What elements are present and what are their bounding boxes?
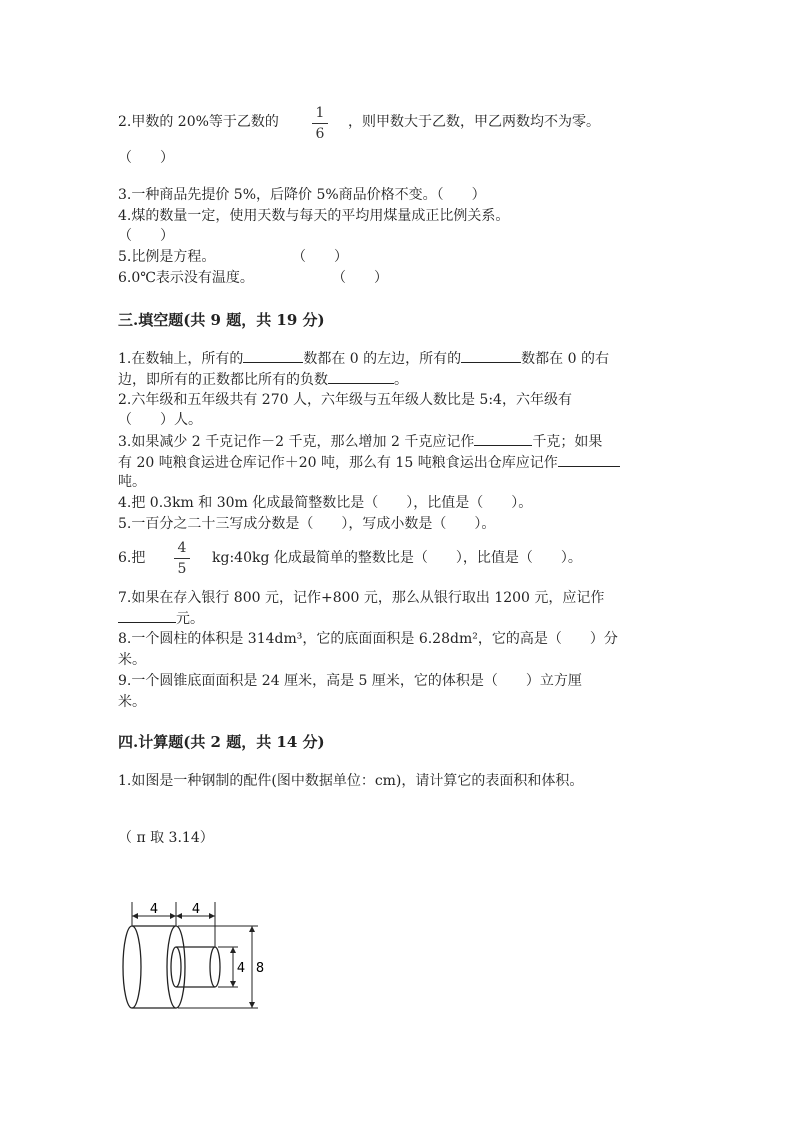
judge-q2-text-a: 2.甲数的 20%等于乙数的 <box>118 114 279 130</box>
fill-q3-line3: 吨。 <box>118 474 146 490</box>
fill-q1-text-e: 。 <box>394 372 408 388</box>
fill-q9-line2: 米。 <box>118 694 146 710</box>
fill-q3-blank-2[interactable] <box>558 452 620 467</box>
fill-q8-line2: 米。 <box>118 652 146 668</box>
steel-part-figure <box>118 896 268 1016</box>
fraction-bar <box>174 558 190 559</box>
fill-q2-line1: 2.六年级和五年级共有 270 人，六年级与五年级人数比是 5:4，六年级有 <box>118 392 572 408</box>
dim-label-top-left: 4 <box>149 902 159 917</box>
fill-q1-text-b: 数都在 0 的左边，所有的 <box>303 351 462 367</box>
judge-q2-text-b: ，则甲数大于乙数，甲乙两数均不为零。 <box>348 114 600 130</box>
fill-q6-fraction <box>174 539 190 578</box>
fill-q4: 4.把 0.3km 和 30m 化成最简整数比是（ ），比值是（ ）。 <box>118 495 533 511</box>
judge-q3: 3.一种商品先提价 5%，后降价 5%商品价格不变。（ ） <box>118 187 486 203</box>
judge-q6: 6.0℃表示没有温度。 <box>118 270 254 286</box>
fill-q1-text-a: 1.在数轴上，所有的 <box>118 351 244 367</box>
fraction-numerator: 1 <box>315 105 325 121</box>
fill-q9-line1: 9.一个圆锥底面面积是 24 厘米，高是 5 厘米，它的体积是（ ）立方厘 <box>118 673 582 689</box>
fill-q3-text-a: 3.如果减少 2 千克记作－2 千克，那么增加 2 千克应记作 <box>118 434 475 450</box>
fill-q6-text-b: kg:40kg 化成最简单的整数比是（ ），比值是（ ）。 <box>212 550 582 566</box>
calc-section-title: 四.计算题(共 2 题，共 14 分) <box>118 733 325 751</box>
fill-q2-line2[interactable]: （ ）人。 <box>118 412 202 428</box>
fill-q3-line1 <box>118 431 602 452</box>
calc-pi-note: （ π 取 3.14） <box>118 830 214 846</box>
judge-q2 <box>118 112 279 132</box>
fill-q1-text-d: 边，即所有的正数都比所有的负数 <box>118 372 328 388</box>
fill-q3-text-l2: 有 20 吨粮食运进仓库记作＋20 吨，那么有 15 吨粮食运出仓库应记作 <box>118 455 558 471</box>
judge-q6-answer-paren[interactable]: （ ） <box>332 270 388 286</box>
judge-q4: 4.煤的数量一定，使用天数与每天的平均用煤量成正比例关系。 <box>118 208 510 224</box>
judge-q2-answer-paren[interactable]: （ ） <box>118 150 174 166</box>
judge-q5-answer-paren[interactable]: （ ） <box>292 249 348 265</box>
fill-q3-blank-1[interactable] <box>474 431 532 446</box>
fill-q7-blank[interactable] <box>118 608 176 623</box>
fill-q8-line1: 8.一个圆柱的体积是 314dm³，它的底面面积是 6.28dm²，它的高是（ ）分 <box>118 631 618 647</box>
fill-q7-line1: 7.如果在存入银行 800 元，记作+800 元，那么从银行取出 1200 元，应记作 <box>118 590 605 606</box>
fraction-bar <box>312 123 328 124</box>
fill-q3-text-b: 千克；如果 <box>532 434 603 450</box>
fill-q1-line1 <box>118 348 609 369</box>
fraction-denominator: 6 <box>315 126 325 142</box>
fill-q1-line2 <box>118 369 408 390</box>
calc-q1: 1.如图是一种钢制的配件(图中数据单位：cm)，请计算它的表面积和体积。 <box>118 773 584 789</box>
dim-label-inner: 4 <box>236 961 246 976</box>
fill-q1-blank-3[interactable] <box>328 369 394 384</box>
fill-q1-blank-1[interactable] <box>243 348 303 363</box>
fraction-numerator: 4 <box>177 540 187 556</box>
judge-q4-answer-paren[interactable]: （ ） <box>118 228 174 244</box>
fill-q7-line2 <box>118 608 204 629</box>
fill-q7-text-l2: 元。 <box>176 611 204 627</box>
fill-q1-text-c: 数都在 0 的右 <box>521 351 609 367</box>
fill-q5: 5.一百分之二十三写成分数是（ ），写成小数是（ ）。 <box>118 516 496 532</box>
judge-q2-fraction <box>312 104 328 143</box>
fill-q1-blank-2[interactable] <box>461 348 521 363</box>
dim-label-outer: 8 <box>255 961 265 976</box>
fraction-denominator: 5 <box>177 561 187 577</box>
fill-section-title: 三.填空题(共 9 题，共 19 分) <box>118 311 325 329</box>
dim-label-top-right: 4 <box>191 902 201 917</box>
fill-q6-text-a: 6.把 <box>118 550 146 566</box>
fill-q3-line2 <box>118 452 620 473</box>
judge-q5: 5.比例是方程。 <box>118 249 216 265</box>
